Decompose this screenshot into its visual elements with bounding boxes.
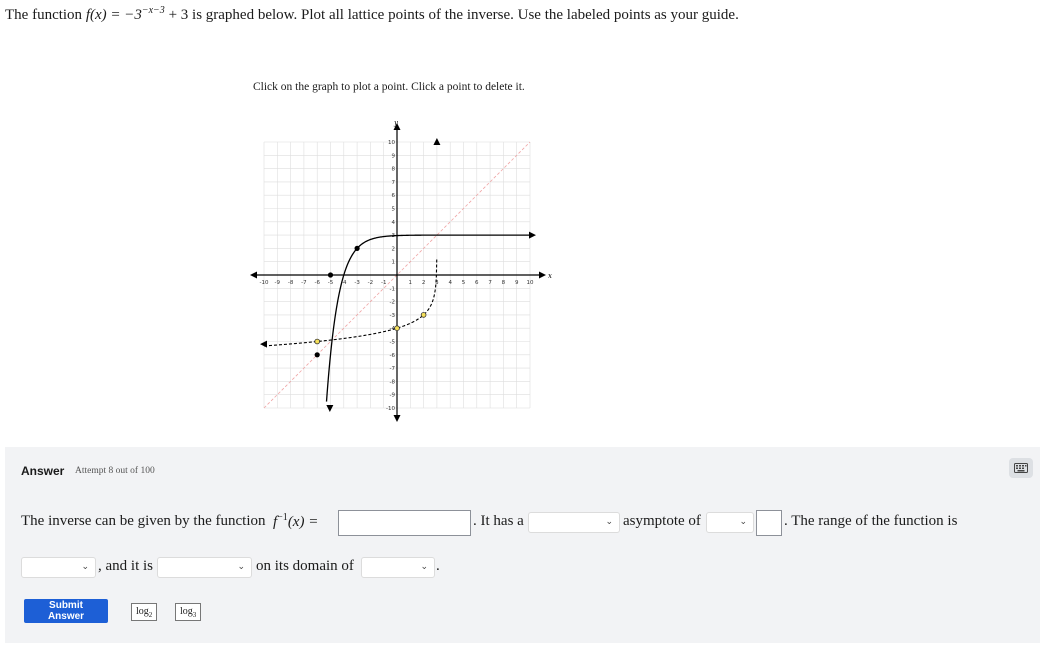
x-tick-label: -1 [380,280,387,286]
sentence-2b: on its domain of [256,558,354,574]
x-tick-label: 10 [526,280,534,286]
sentence-1c: asymptote of [623,513,701,529]
y-tick-label: 7 [391,179,395,186]
y-tick-label: -9 [389,392,395,399]
x-tick-label: 9 [514,280,519,286]
y-tick-label: 6 [391,193,395,200]
x-tick-label: 8 [501,280,506,286]
x-tick-label: 6 [475,280,479,286]
sentence-2c: . [436,558,440,574]
inverse-point[interactable] [315,339,320,344]
x-tick-label: -4 [341,280,347,286]
domain-select[interactable] [361,557,435,578]
function-point [328,272,333,277]
x-tick-label: 2 [421,280,426,286]
x-tick-label: 7 [488,280,492,286]
inverse-point[interactable] [395,326,400,331]
function-point [355,246,360,251]
axes [250,123,546,422]
behavior-select[interactable] [157,557,252,578]
inverse-arrow-left [260,341,267,348]
x-tick-label: 4 [448,280,452,286]
y-tick-label: -1 [389,286,395,293]
y-tick-label: 10 [388,140,395,146]
asymptote-type-select[interactable] [528,512,620,533]
y-tick-label: -10 [386,406,395,412]
answer-label: Answer [21,464,65,478]
chevron-down-icon: ⌄ [237,562,245,572]
chevron-down-icon: ⌄ [605,517,613,527]
chevron-down-icon: ⌄ [739,517,747,527]
keyboard-button[interactable] [1009,458,1033,478]
coordinate-graph[interactable] [250,118,550,428]
sentence-1b: . It has a [473,513,524,529]
inverse-point[interactable] [421,313,426,318]
y-tick-label: 1 [391,259,395,266]
log3-button[interactable]: $\log_3$ [175,603,201,621]
y-tick-label: 5 [391,206,395,213]
x-tick-label: -7 [301,280,307,286]
chevron-down-icon: ⌄ [420,562,428,572]
x-tick-label: -2 [367,280,374,286]
inverse-arrow-up [433,138,440,145]
x-tick-label: 3 [435,280,439,286]
y-axis-arrow-down [394,415,401,422]
y-tick-label: -6 [389,352,395,359]
inverse-notation: $f^{-1}(x)$ = [273,512,319,530]
y-tick-label: -5 [389,339,395,346]
y-tick-label: -2 [389,299,395,306]
sentence-1a: The inverse can be given by the function [21,513,266,529]
x-tick-label: 1 [408,280,413,286]
range-select[interactable] [21,557,96,578]
x-tick-label: -8 [287,280,294,286]
x-axis-arrow-right [539,272,546,279]
y-tick-label: -7 [389,366,395,373]
x-tick-label: -10 [259,280,269,286]
submit-answer-button[interactable]: Submit Answer [24,599,108,623]
keyboard-icon [1014,463,1028,473]
graph-instruction: Click on the graph to plot a point. Click a point to delete it. [253,81,525,93]
asymptote-value-input[interactable] [756,510,782,536]
function-point [315,352,320,357]
x-tick-label: -6 [314,280,320,286]
asymptote-variable-select[interactable] [706,512,754,533]
y-tick-label: 2 [391,246,395,253]
function-arrow-down [326,405,333,412]
x-tick-label: -9 [274,280,281,286]
y-tick-label: 9 [391,153,395,160]
log2-button[interactable]: $\log_2$ [131,603,157,621]
function-expression: f(x) = −3 [85,7,142,23]
y-axis-label: y [394,119,398,127]
y-tick-label: 8 [391,166,395,173]
sentence-2a: , and it is [98,558,153,574]
inverse-function-input[interactable] [338,510,471,536]
y-tick-label: -3 [389,312,395,319]
y-tick-label: 3 [391,233,395,240]
x-axis-arrow-left [250,272,257,279]
x-tick-label: -5 [327,280,334,286]
y-tick-label: -4 [389,326,395,333]
function-exponent: −x−3 [141,5,165,16]
sentence-1d: . The range of the function is [784,513,958,529]
question-text: The function $f(x) = -3^{-x-3} + 3$ is graphed below. Plot all lattice points of the inverse. Use the labeled points as your guide. [5,5,739,23]
inverse-curve [264,259,437,346]
x-tick-label: -3 [354,280,360,286]
x-axis-label: x [548,272,552,280]
chevron-down-icon: ⌄ [81,562,89,572]
attempt-counter: Attempt 8 out of 100 [75,466,155,476]
answer-panel [5,447,1040,643]
y-tick-label: -8 [389,379,395,386]
function-arrow-right [529,232,536,239]
y-tick-label: 4 [391,219,395,226]
x-tick-label: 5 [461,280,466,286]
